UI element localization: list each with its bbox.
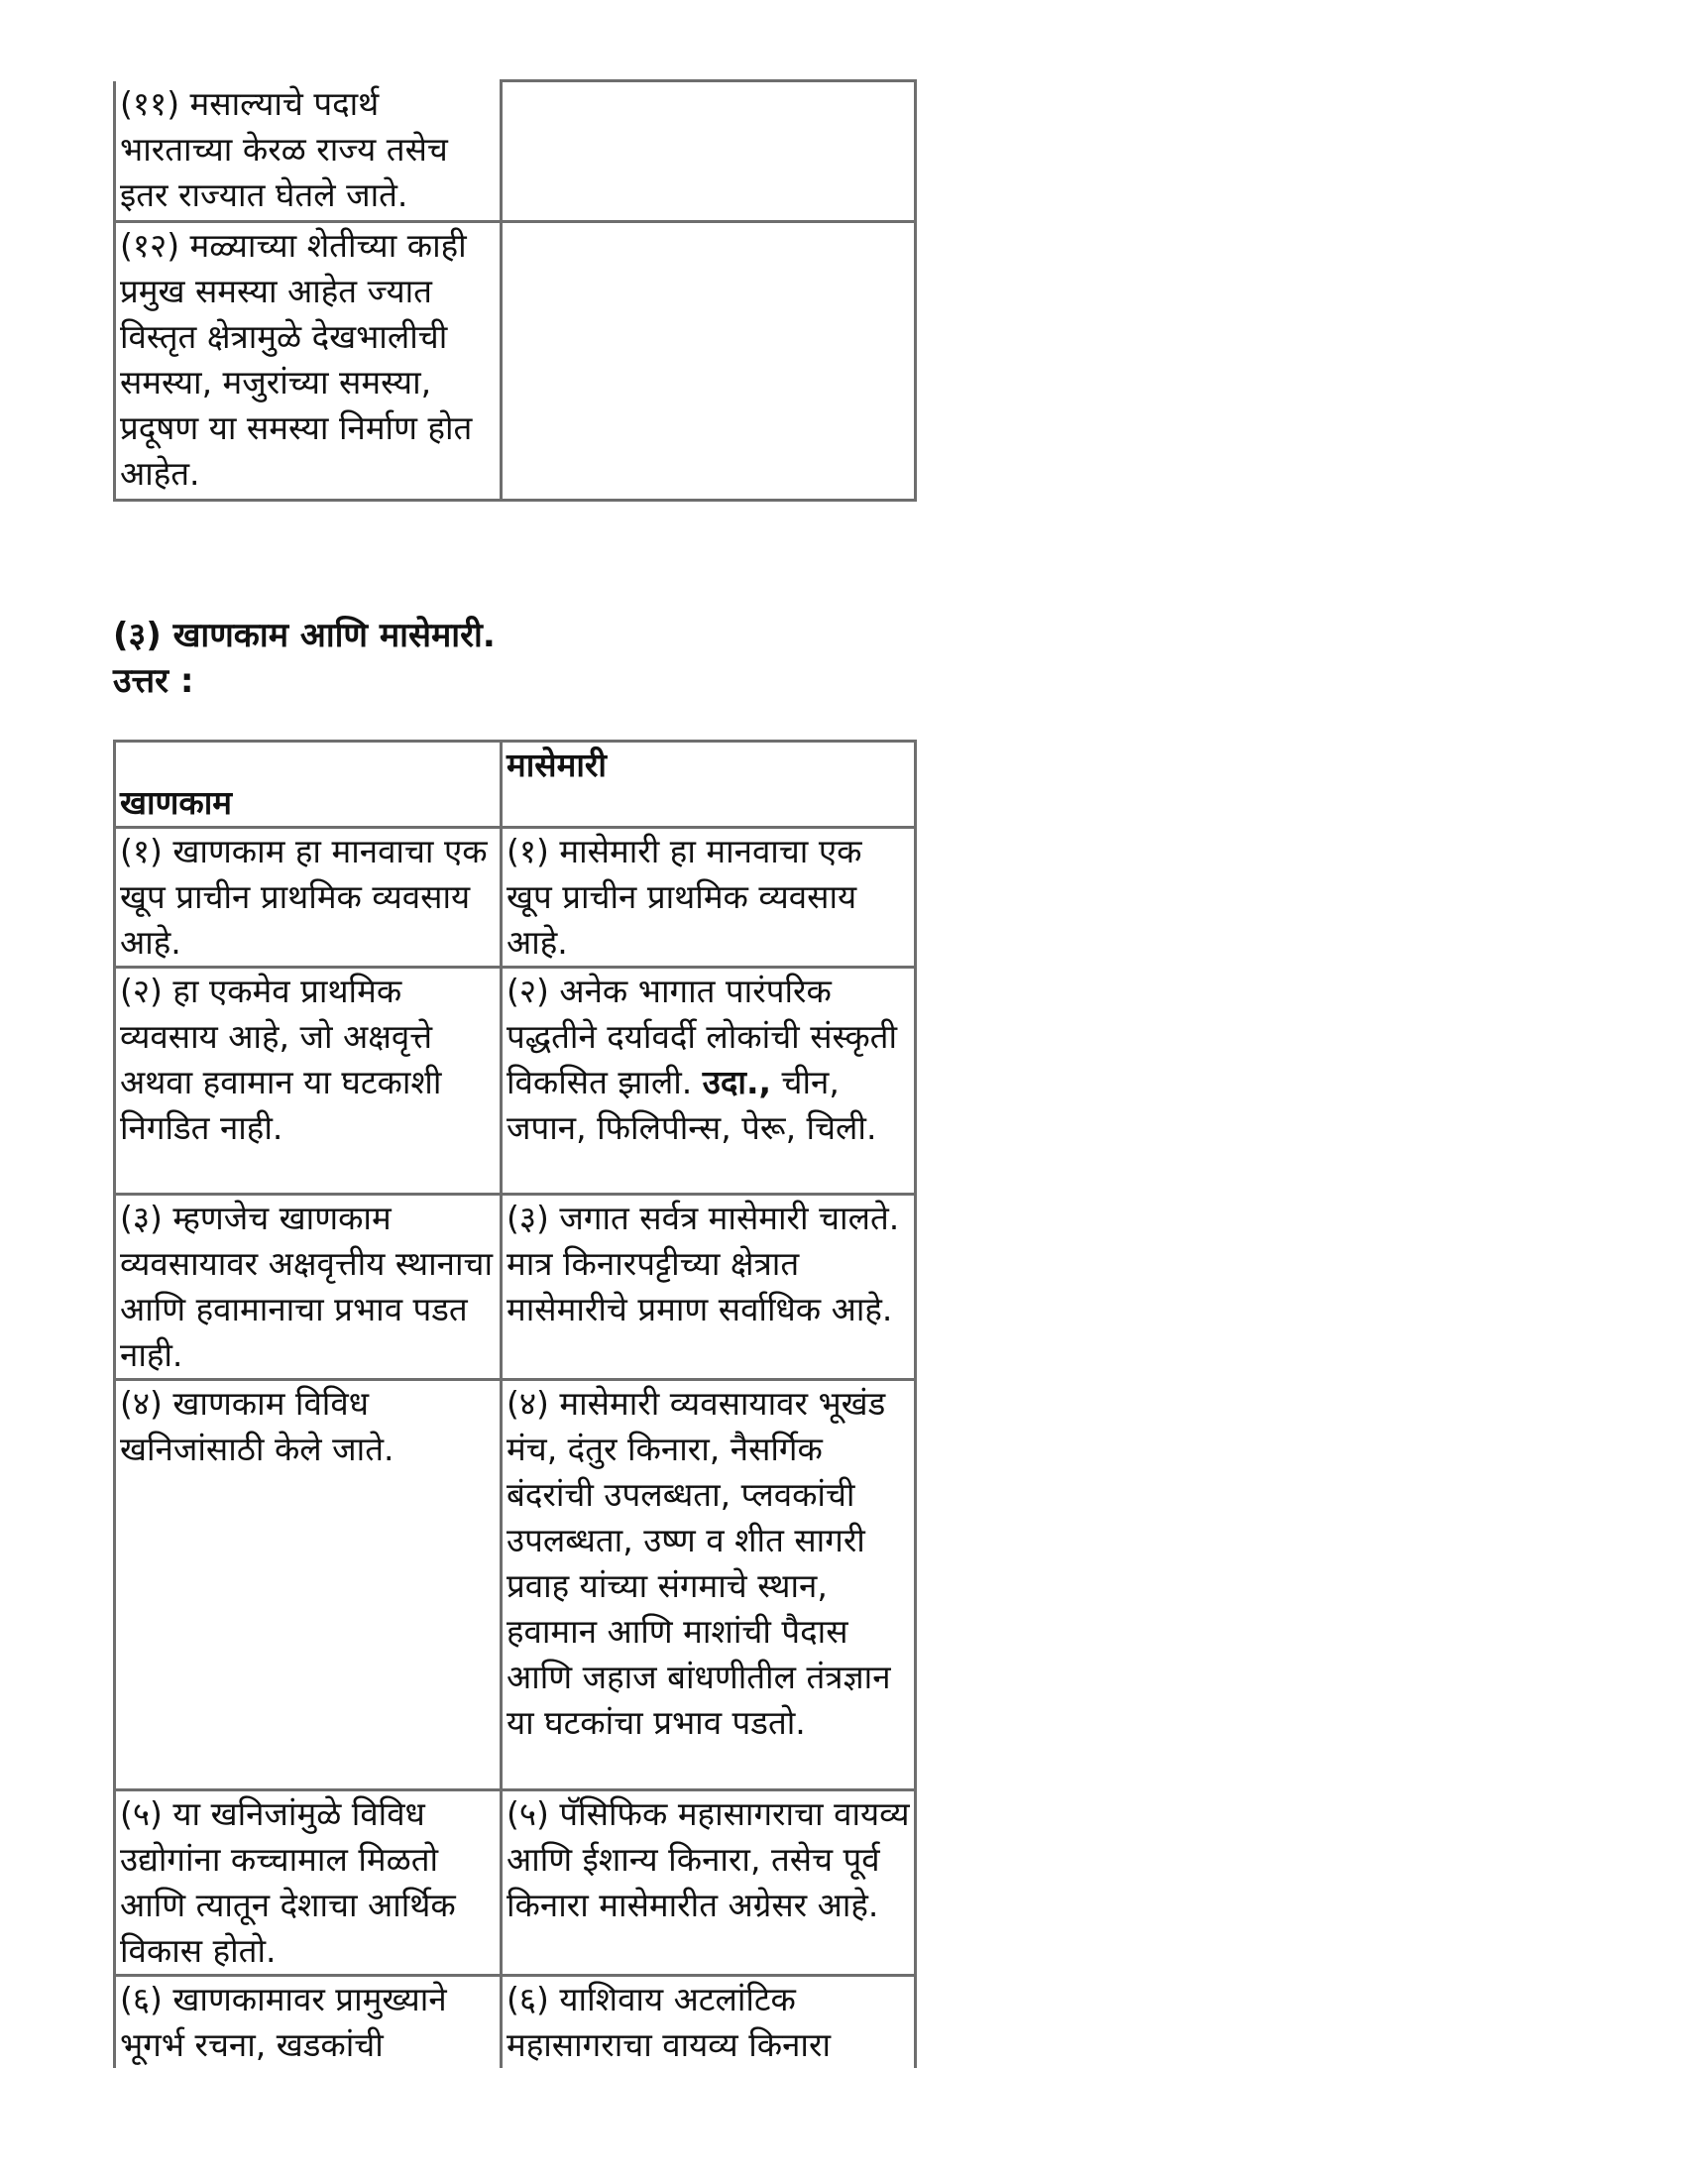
cell-text: चीन, जपान, फिलिपीन्स, पेरू, चिली. xyxy=(506,1063,877,1147)
table-row xyxy=(115,828,916,968)
table-cell-fishing: (३) जगात सर्वत्र मासेमारी चालते. मात्र किनारपट्टीच्या क्षेत्रात मासेमारीचे प्रमाण सर्वाधिक आहे. xyxy=(502,1195,916,1380)
table-header-row xyxy=(115,742,916,828)
table-row xyxy=(115,1380,916,1790)
table-cell-mining: (५) या खनिजांमुळे विविध उद्योगांना कच्चामाल मिळतो आणि त्यातून देशाचा आर्थिक विकास होतो. xyxy=(115,1790,502,1976)
table-cell-left: (११) मसाल्याचे पदार्थ भारताच्या केरळ राज्य तसेच इतर राज्यात घेतले जाते. xyxy=(115,81,502,222)
table-cell-fishing: (५) पॅसिफिक महासागराचा वायव्य आणि ईशान्य किनारा, तसेच पूर्व किनारा मासेमारीत अग्रेसर आहे. xyxy=(502,1790,916,1976)
previous-comparison-table xyxy=(113,79,917,502)
table-row xyxy=(115,1195,916,1380)
table-row xyxy=(115,1976,916,2069)
table-row xyxy=(115,222,916,501)
table-cell-mining: (४) खाणकाम विविध खनिजांसाठी केले जाते. xyxy=(115,1380,502,1790)
table-cell-mining: (१) खाणकाम हा मानवाचा एक खूप प्राचीन प्राथमिक व्यवसाय आहे. xyxy=(115,828,502,968)
table-row xyxy=(115,1790,916,1976)
table-cell-right xyxy=(502,222,916,501)
table-cell-mining: (२) हा एकमेव प्राथमिक व्यवसाय आहे, जो अक्षवृत्ते अथवा हवामान या घटकाशी निगडित नाही. xyxy=(115,968,502,1195)
table-cell-fishing: (६) याशिवाय अटलांटिक महासागराचा वायव्य किनारा xyxy=(502,1976,916,2069)
cell-text: (२) अनेक भागात पारंपरिक पद्धतीने दर्यावर्दी लोकांची संस्कृती विकसित झाली. xyxy=(506,972,898,1101)
table-cell-right xyxy=(502,81,916,222)
table-cell-fishing xyxy=(502,968,916,1195)
table-cell-mining: (३) म्हणजेच खाणकाम व्यवसायावर अक्षवृत्तीय स्थानाचा आणि हवामानाचा प्रभाव पडत नाही. xyxy=(115,1195,502,1380)
section-heading: (३) खाणकाम आणि मासेमारी. xyxy=(113,616,496,655)
column-header-fishing: मासेमारी xyxy=(502,742,916,828)
column-header-mining: खाणकाम xyxy=(115,742,502,828)
table-cell-fishing: (४) मासेमारी व्यवसायावर भूखंड मंच, दंतुर किनारा, नैसर्गिक बंदरांची उपलब्धता, प्लवकांची उपलब्धता, उष्ण व शीत सागरी प्रवाह यांच्या संगमाचे स्थान, हवामान आणि माशांची पैदास आणि जहाज बांधणीतील तंत्रज्ञान या घटकांचा प्रभाव पडतो. xyxy=(502,1380,916,1790)
example-label: उदा., xyxy=(702,1063,772,1101)
table-row xyxy=(115,81,916,222)
mining-fishing-comparison-table xyxy=(113,740,917,2068)
table-cell-mining: (६) खाणकामावर प्रामुख्याने भूगर्भ रचना, खडकांची xyxy=(115,1976,502,2069)
answer-label: उत्तर : xyxy=(113,661,194,701)
table-cell-left: (१२) मळ्याच्या शेतीच्या काही प्रमुख समस्या आहेत ज्यात विस्तृत क्षेत्रामुळे देखभालीची समस्या, मजुरांच्या समस्या, प्रदूषण या समस्या निर्माण होत आहेत. xyxy=(115,222,502,501)
table-row xyxy=(115,968,916,1195)
table-cell-fishing: (१) मासेमारी हा मानवाचा एक खूप प्राचीन प्राथमिक व्यवसाय आहे. xyxy=(502,828,916,968)
